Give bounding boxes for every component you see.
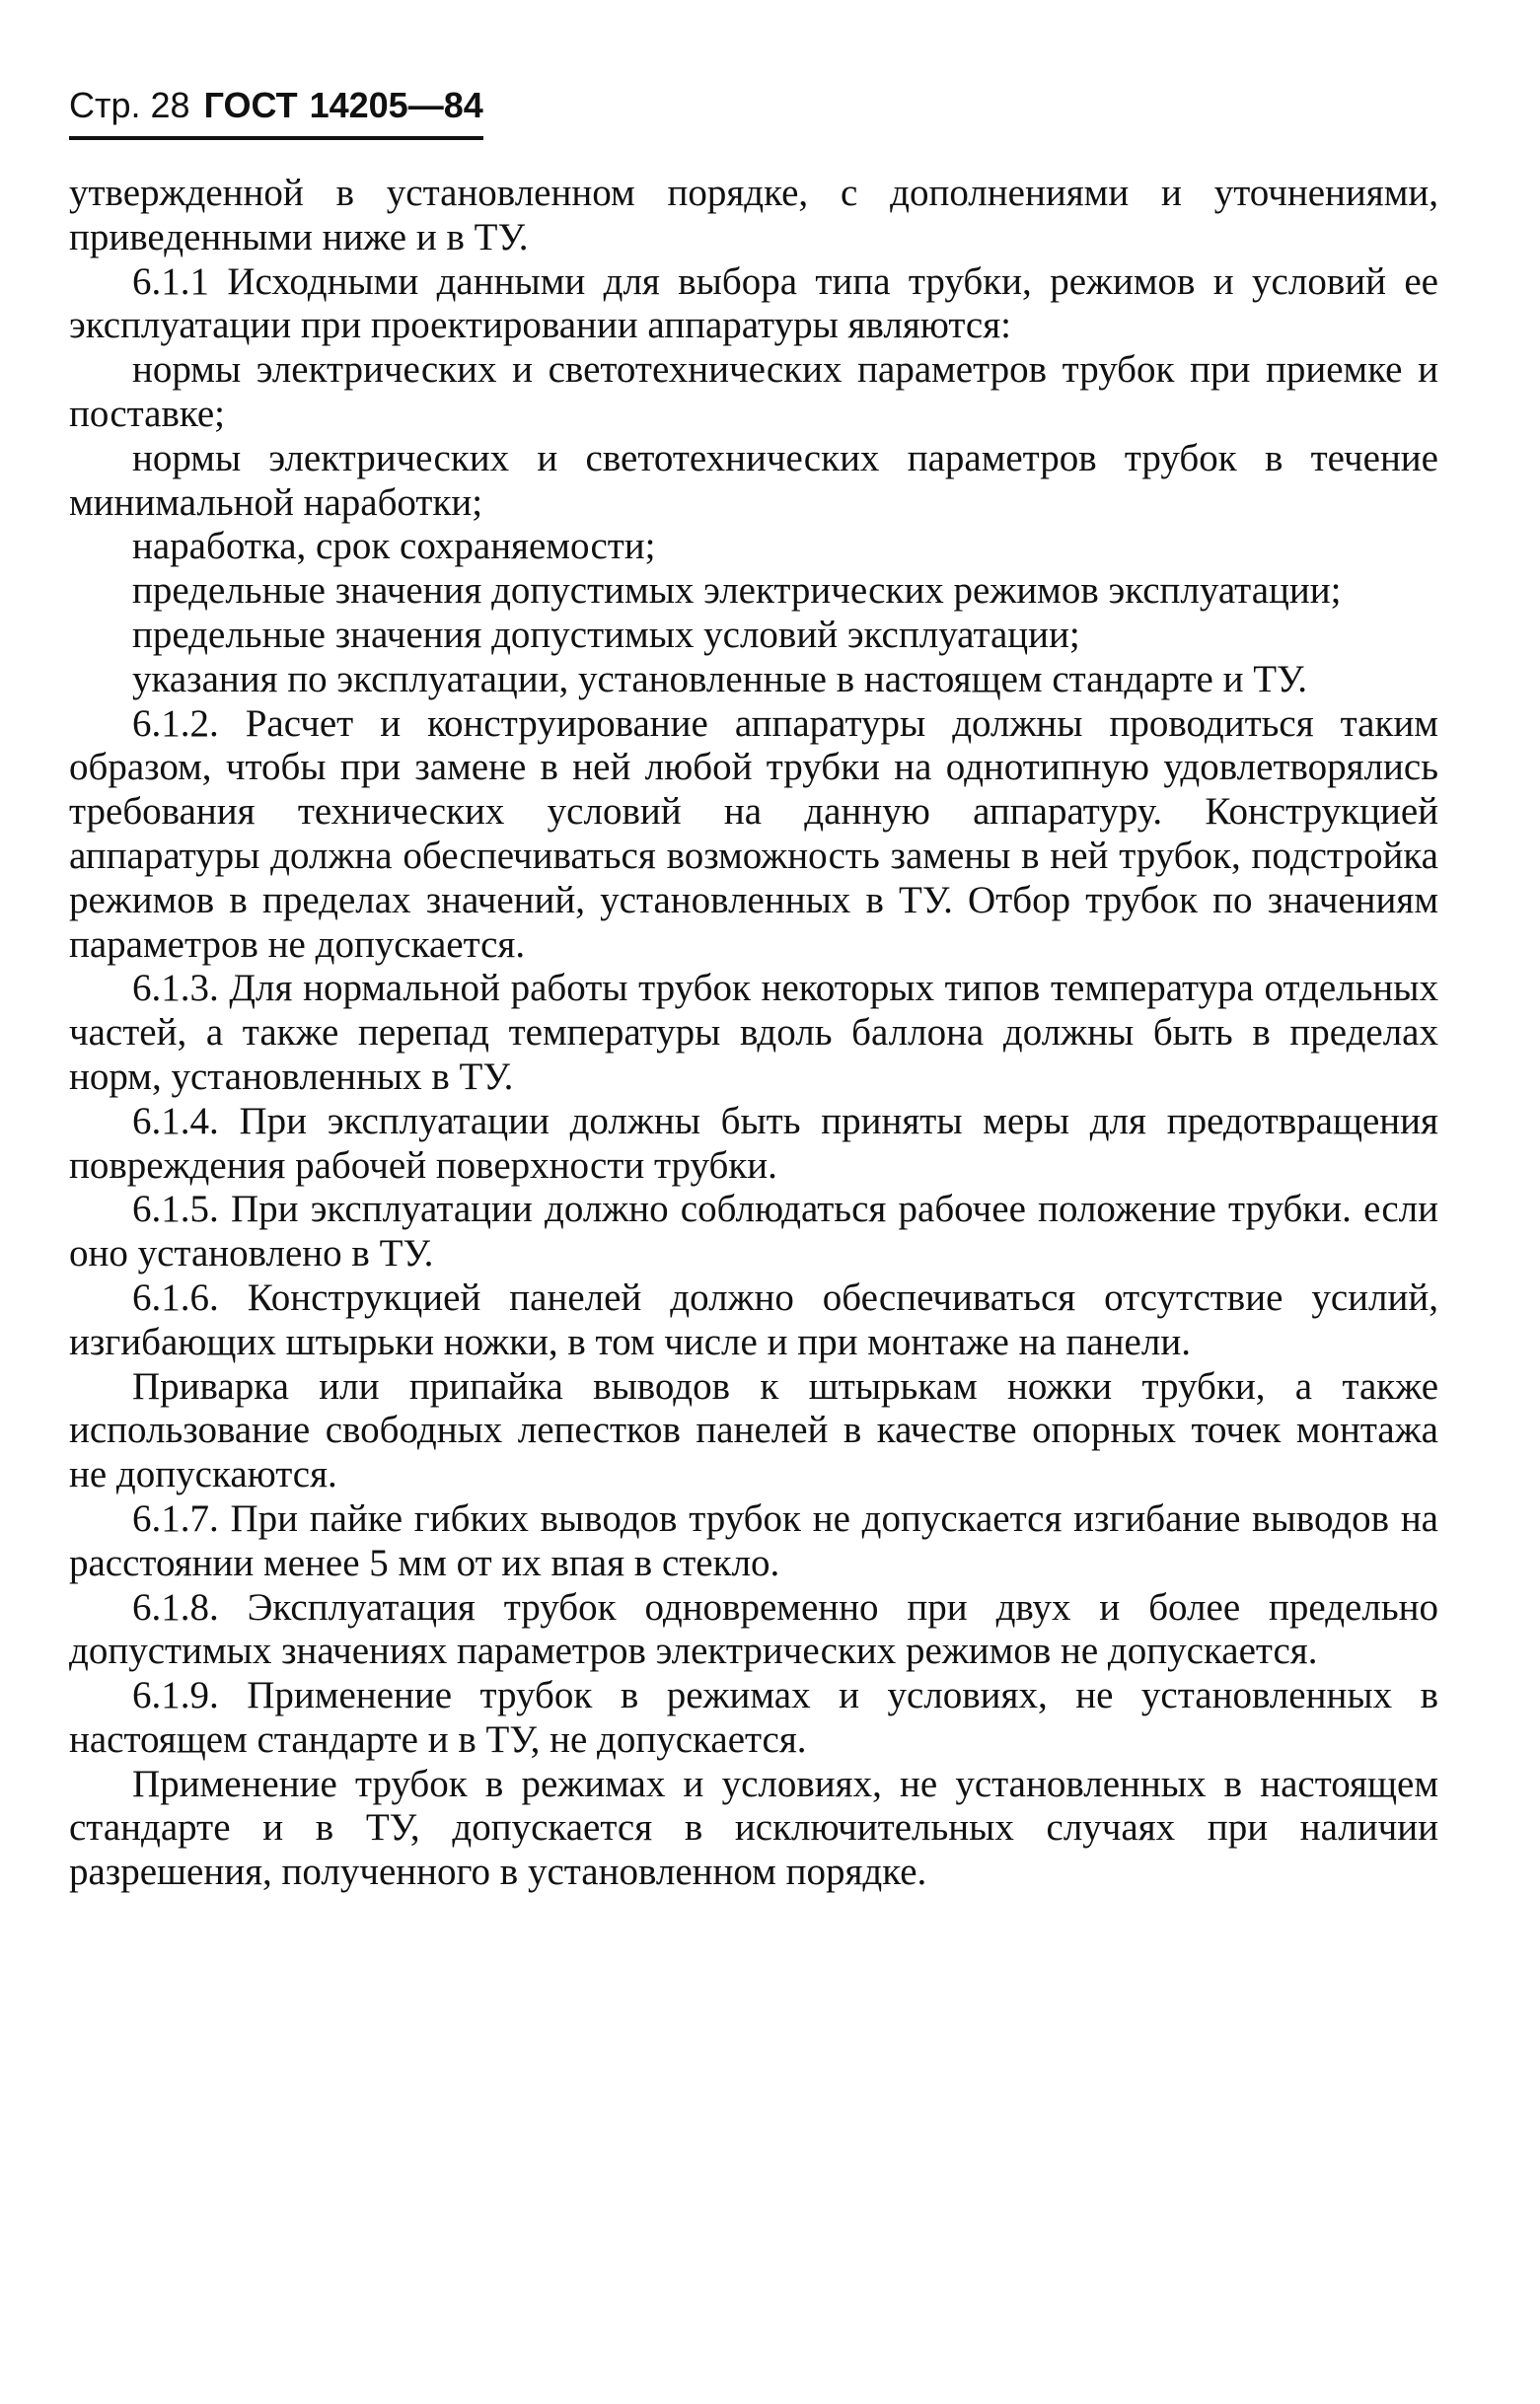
standard-number: 14205—84 — [309, 85, 483, 125]
paragraph-6-1-4: 6.1.4. При эксплуатации должны быть приняты меры для предотвращения повреждения рабочей поверхности трубки. — [69, 1099, 1438, 1187]
document-body — [69, 172, 1438, 1895]
page-number: Стр. 28 — [69, 85, 190, 125]
page-header — [69, 81, 483, 140]
paragraph-6-1-3: 6.1.3. Для нормальной работы трубок некоторых типов температура отдельных частей, а также перепад температуры вдоль баллона должны быть в пределах норм, установленных в ТУ. — [69, 967, 1438, 1098]
list-item: наработка, срок сохраняемости; — [132, 525, 656, 568]
list-item: нормы электрических и светотехнических параметров трубок при приемке и поставке; — [69, 348, 1438, 435]
paragraph-6-1-6-note: Приварка или припайка выводов к штырькам ножки трубки, а также использование свободных лепестков панелей в качестве опорных точек монтажа не допускаются. — [69, 1364, 1438, 1496]
paragraph-continuation: утвержденной в установленном порядке, с дополнениями и уточнениями, приведенными ниже и в ТУ. — [69, 172, 1438, 258]
paragraph-6-1-2: 6.1.2. Расчет и конструирование аппаратуры должны проводиться таким образом, чтобы при замене в ней любой трубки на однотипную удовлетворялись требования технических условий на данную аппаратуру. Конструкцией аппаратуры должна обеспечиваться возможность замены в ней трубок, подстройка режимов в пределах значений, установленных в ТУ. Отбор трубок по значениям параметров не допускается. — [69, 701, 1438, 966]
paragraph-6-1-5: 6.1.5. При эксплуатации должно соблюдаться рабочее положение трубки. если оно установлено в ТУ. — [69, 1188, 1438, 1275]
paragraph-6-1-1: 6.1.1 Исходными данными для выбора типа трубки, режимов и условий ее эксплуатации при проектировании аппаратуры являются: — [69, 259, 1438, 347]
list-item: предельные значения допустимых условий эксплуатации; — [132, 613, 1080, 656]
header-rule — [69, 136, 483, 140]
list-item: нормы электрических и светотехнических параметров трубок в течение минимальной наработки; — [69, 436, 1438, 524]
list-item: предельные значения допустимых электрических режимов эксплуатации; — [132, 569, 1342, 613]
paragraph-6-1-7: 6.1.7. При пайке гибких выводов трубок не допускается изгибание выводов на расстоянии менее 5 мм от их впая в стекло. — [69, 1496, 1438, 1584]
paragraph-6-1-9: 6.1.9. Применение трубок в режимах и условиях, не установленных в настоящем стандарте и в ТУ, не допускается. — [69, 1674, 1438, 1761]
list-item: указания по эксплуатации, установленные в настоящем стандарте и ТУ. — [132, 657, 1308, 700]
standard-label: ГОСТ — [203, 85, 298, 125]
paragraph-6-1-9-note: Применение трубок в режимах и условиях, не установленных в настоящем стандарте и в ТУ, допускается в исключительных случаях при наличии разрешения, полученного в установленном порядке. — [69, 1762, 1438, 1894]
paragraph-6-1-6: 6.1.6. Конструкцией панелей должно обеспечиваться отсутствие усилий, изгибающих штырьки ножки, в том числе и при монтаже на панели. — [69, 1275, 1438, 1363]
paragraph-6-1-8: 6.1.8. Эксплуатация трубок одновременно при двух и более предельно допустимых значениях параметров электрических режимов не допускается. — [69, 1585, 1438, 1673]
